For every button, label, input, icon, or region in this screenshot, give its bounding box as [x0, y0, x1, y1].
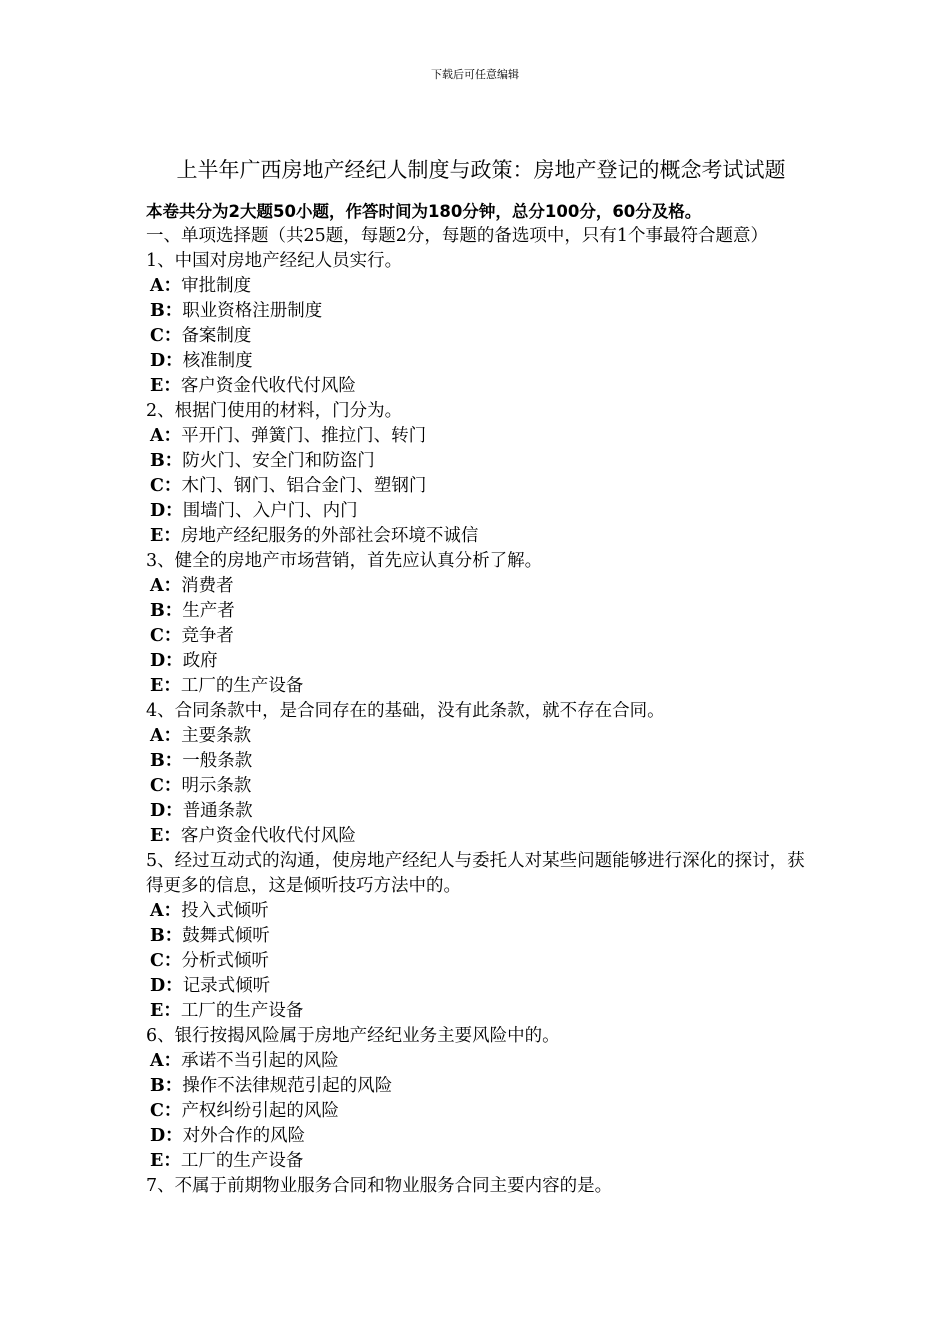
- answer-option: [146, 499, 816, 524]
- question-stem: 7、不属于前期物业服务合同和物业服务合同主要内容的是。: [146, 1176, 613, 1196]
- option-letter: E：: [150, 1001, 181, 1021]
- question-item: [146, 399, 816, 549]
- option-letter: B：: [150, 926, 183, 946]
- option-letter: C：: [150, 476, 182, 496]
- question-stem: 6、银行按揭风险属于房地产经纪业务主要风险中的。: [146, 1026, 560, 1046]
- option-letter: E：: [150, 376, 181, 396]
- answer-option: [146, 1049, 816, 1074]
- option-text: 政府: [182, 651, 218, 671]
- answer-option: [146, 649, 816, 674]
- answer-option: [146, 774, 816, 799]
- option-letter: B：: [150, 751, 183, 771]
- option-text: 木门、钢门、铝合金门、塑钢门: [181, 476, 427, 496]
- option-letter: D：: [150, 1126, 183, 1146]
- answer-option: [146, 599, 816, 624]
- option-letter: E：: [150, 1151, 181, 1171]
- answer-option: [146, 374, 816, 399]
- exam-summary: 本卷共分为2大题50小题，作答时间为180分钟，总分100分，60分及格。: [146, 202, 702, 221]
- option-text: 操作不法律规范引起的风险: [182, 1076, 393, 1096]
- option-text: 明示条款: [181, 776, 252, 796]
- option-text: 承诺不当引起的风险: [181, 1051, 339, 1071]
- option-text: 职业资格注册制度: [182, 301, 323, 321]
- option-text: 防火门、安全门和防盗门: [182, 451, 375, 471]
- question-list: [146, 249, 816, 1199]
- answer-option: [146, 674, 816, 699]
- answer-option: [146, 1099, 816, 1124]
- option-text: 产权纠纷引起的风险: [181, 1101, 339, 1121]
- option-text: 鼓舞式倾听: [182, 926, 270, 946]
- question-item: [146, 1174, 816, 1199]
- answer-option: [146, 524, 816, 549]
- question-item: [146, 849, 816, 1024]
- answer-option: [146, 574, 816, 599]
- question-stem: 3、健全的房地产市场营销，首先应认真分析了解。: [146, 551, 543, 571]
- question-item: [146, 1024, 816, 1174]
- answer-option: [146, 1149, 816, 1174]
- answer-option: [146, 624, 816, 649]
- option-letter: C：: [150, 776, 182, 796]
- option-letter: A：: [150, 276, 182, 296]
- option-text: 消费者: [181, 576, 234, 596]
- answer-option: [146, 949, 816, 974]
- answer-option: [146, 424, 816, 449]
- option-letter: C：: [150, 1101, 182, 1121]
- option-text: 工厂的生产设备: [180, 1151, 304, 1171]
- option-text: 客户资金代收代付风险: [180, 376, 356, 396]
- option-text: 记录式倾听: [182, 976, 271, 996]
- answer-option: [146, 999, 816, 1024]
- option-letter: D：: [150, 351, 183, 371]
- answer-option: [146, 474, 816, 499]
- option-text: 普通条款: [182, 801, 253, 821]
- option-letter: A：: [150, 1051, 182, 1071]
- option-letter: E：: [150, 526, 181, 546]
- section-heading: 一、单项选择题（共25题，每题2分，每题的备选项中，只有1个事最符合题意）: [146, 226, 769, 246]
- answer-option: [146, 724, 816, 749]
- question-stem: 4、合同条款中，是合同存在的基础，没有此条款，就不存在合同。: [146, 701, 665, 721]
- option-letter: C：: [150, 626, 182, 646]
- answer-option: [146, 899, 816, 924]
- option-text: 工厂的生产设备: [180, 1001, 304, 1021]
- answer-option: [146, 749, 816, 774]
- answer-option: [146, 924, 816, 949]
- document-body: [146, 199, 816, 1199]
- option-letter: C：: [150, 326, 182, 346]
- option-text: 投入式倾听: [181, 901, 269, 921]
- option-text: 客户资金代收代付风险: [180, 826, 356, 846]
- answer-option: [146, 349, 816, 374]
- answer-option: [146, 974, 816, 999]
- option-text: 生产者: [182, 601, 235, 621]
- option-text: 分析式倾听: [181, 951, 269, 971]
- answer-option: [146, 799, 816, 824]
- option-letter: C：: [150, 951, 182, 971]
- page-header-note: 下载后可任意编辑: [431, 68, 519, 81]
- option-letter: A：: [150, 426, 182, 446]
- answer-option: [146, 274, 816, 299]
- option-text: 对外合作的风险: [182, 1126, 306, 1146]
- option-letter: A：: [150, 901, 182, 921]
- answer-option: [146, 449, 816, 474]
- option-text: 一般条款: [182, 751, 253, 771]
- option-text: 审批制度: [181, 276, 252, 296]
- question-item: [146, 249, 816, 399]
- option-text: 围墙门、入户门、内门: [182, 501, 358, 521]
- option-letter: D：: [150, 501, 183, 521]
- option-letter: D：: [150, 801, 183, 821]
- question-stem: 5、经过互动式的沟通，使房地产经纪人与委托人对某些问题能够进行深化的探讨，获得更多的信息，这是倾听技巧方法中的。: [146, 851, 805, 896]
- answer-option: [146, 1124, 816, 1149]
- document-title: 上半年广西房地产经纪人制度与政策：房地产登记的概念考试试题: [176, 158, 786, 182]
- answer-option: [146, 1074, 816, 1099]
- answer-option: [146, 299, 816, 324]
- option-letter: B：: [150, 1076, 183, 1096]
- option-text: 备案制度: [181, 326, 252, 346]
- option-letter: A：: [150, 726, 182, 746]
- option-letter: D：: [150, 651, 183, 671]
- option-letter: D：: [150, 976, 183, 996]
- option-letter: B：: [150, 451, 183, 471]
- option-text: 平开门、弹簧门、推拉门、转门: [181, 426, 427, 446]
- option-text: 竞争者: [181, 626, 234, 646]
- option-letter: E：: [150, 826, 181, 846]
- option-text: 主要条款: [181, 726, 252, 746]
- option-letter: B：: [150, 601, 183, 621]
- answer-option: [146, 324, 816, 349]
- option-text: 核准制度: [182, 351, 253, 371]
- answer-option: [146, 824, 816, 849]
- question-stem: 2、根据门使用的材料，门分为。: [146, 401, 403, 421]
- option-text: 房地产经纪服务的外部社会环境不诚信: [180, 526, 479, 546]
- option-text: 工厂的生产设备: [180, 676, 304, 696]
- question-item: [146, 699, 816, 849]
- option-letter: B：: [150, 301, 183, 321]
- question-stem: 1、中国对房地产经纪人员实行。: [146, 251, 403, 271]
- option-letter: E：: [150, 676, 181, 696]
- question-item: [146, 549, 816, 699]
- option-letter: A：: [150, 576, 182, 596]
